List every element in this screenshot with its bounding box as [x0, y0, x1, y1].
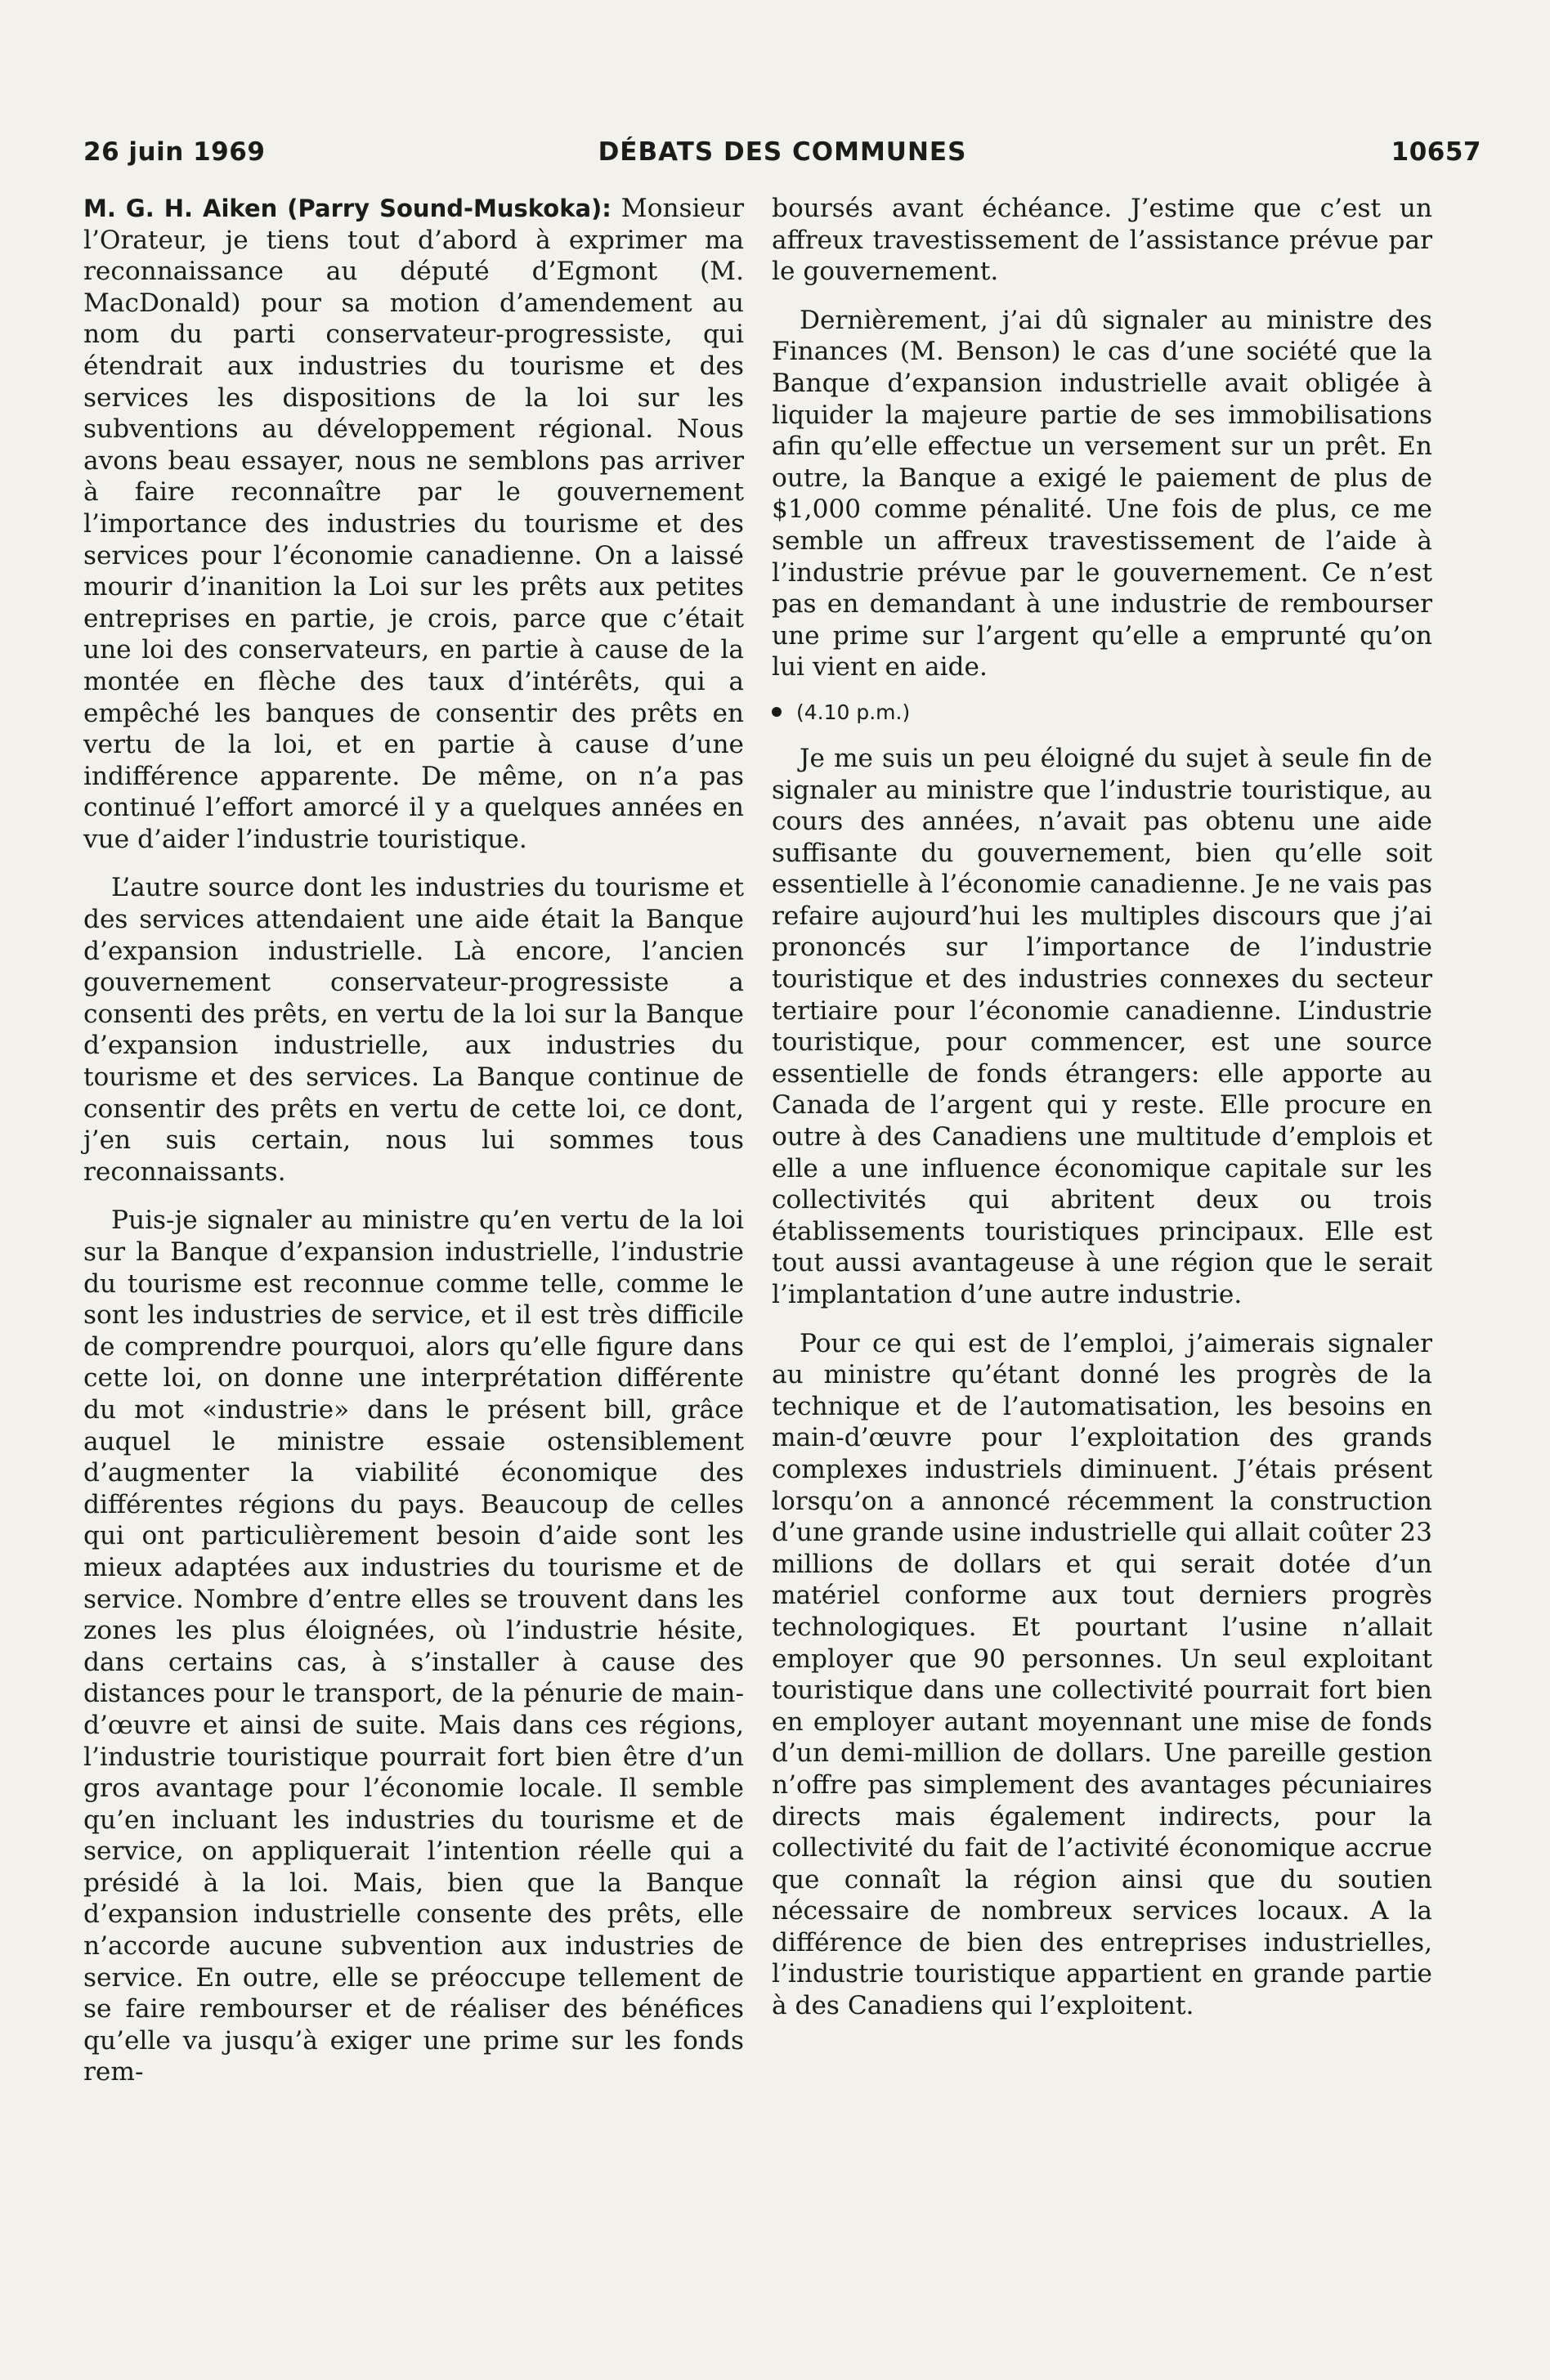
left-column	[83, 193, 744, 2105]
paragraph: Puis-je signaler au ministre qu’en vertu de la loi sur la Banque d’expansion industrielle, l’industrie du tourisme est reconnue comme telle, comme le sont les industries de service, et il est très difficile de comprendre pourquoi, alors qu’elle figure dans cette loi, on donne une interprétation différente du mot «industrie» dans le présent bill, grâce auquel le ministre essaie ostensiblement d’augmenter la viabilité économique des différentes régions du pays. Beaucoup de celles qui ont particulièrement besoin d’aide sont les mieux adaptées aux industries du tourisme et de service. Nombre d’entre elles se trouvent dans les zones les plus éloignées, où l’industrie hésite, dans certains cas, à s’installer à cause des distances pour le transport, de la pénurie de main-d’œuvre et ainsi de suite. Mais dans ces régions, l’industrie touristique pourrait fort bien être d’un gros avantage pour l’économie locale. Il semble qu’en incluant les industries du tourisme et de service, on appliquerait l’intention réelle qui a présidé à la loi. Mais, bien que la Banque d’expansion industrielle consente des prêts, elle n’accorde aucune subvention aux industries de service. En outre, elle se préoccupe tellement de se faire rembourser et de réaliser des bénéfices qu’elle va jusqu’à exiger une prime sur les fonds rem-	[83, 1206, 744, 2087]
bullet-icon	[772, 707, 782, 717]
paragraph	[83, 193, 744, 855]
time-marker	[772, 700, 1432, 725]
page-header	[83, 137, 1481, 178]
header-date: 26 juin 1969	[83, 137, 266, 167]
header-page-number: 10657	[1391, 137, 1481, 167]
paragraph: Pour ce qui est de l’emploi, j’aimerais signaler au ministre qu’étant donné les progrès de la technique et de l’automatisation, les besoins en main-d’œuvre pour l’exploitation des grands complexes industriels diminuent. J’étais présent lorsqu’on a annoncé récemment la construction d’une grande usine industrielle qui allait coûter 23 millions de dollars et qui serait dotée d’un matériel conforme aux tout derniers progrès technologiques. Et pourtant l’usine n’allait employer que 90 personnes. Un seul exploitant touristique dans une collectivité pourrait fort bien en employer autant moyennant une mise de fonds d’un demi-million de dollars. Une pareille gestion n’offre pas simplement des avantages pécuniaires directs mais également indirects, pour la collectivité du fait de l’activité économique accrue que connaît la région ainsi que du soutien nécessaire de nombreux services locaux. A la différence de bien des entreprises industrielles, l’industrie touristique appartient en grande partie à des Canadiens qui l’exploitent.	[772, 1328, 1432, 2021]
header-title: DÉBATS DES COMMUNES	[598, 137, 967, 167]
paragraph: Dernièrement, j’ai dû signaler au ministre des Finances (M. Benson) le cas d’une société que la Banque d’expansion industrielle avait obligée à liquider la majeure partie de ses immobilisations afin qu’elle effectue un versement sur un prêt. En outre, la Banque a exigé le paiement de plus de $1,000 comme pénalité. Une fois de plus, ce me semble un affreux travestissement de l’aide à l’industrie prévue par le gouvernement. Ce n’est pas en demandant à une industrie de rembourser une prime sur l’argent qu’elle a emprunté qu’on lui vient en aide.	[772, 305, 1432, 682]
paragraph: L’autre source dont les industries du tourisme et des services attendaient une aide était la Banque d’expansion industrielle. Là encore, l’ancien gouvernement conservateur-progressiste a consenti des prêts, en vertu de la loi sur la Banque d’expansion industrielle, aux industries du tourisme et des services. La Banque continue de consentir des prêts en vertu de cette loi, ce dont, j’en suis certain, nous lui sommes tous reconnaissants.	[83, 873, 744, 1187]
time-marker-text: (4.10 p.m.)	[796, 700, 911, 724]
right-column	[772, 193, 1432, 2039]
paragraph: Je me suis un peu éloigné du sujet à seule fin de signaler au ministre que l’industrie touristique, au cours des années, n’avait pas obtenu une aide suffisante du gouvernement, bien qu’elle soit essentielle à l’économie canadienne. Je ne vais pas refaire aujourd’hui les multiples discours que j’ai prononcés sur l’importance de l’industrie touristique et des industries connexes du secteur tertiaire pour l’économie canadienne. L’industrie touristique, pour commencer, est une source essentielle de fonds étrangers: elle apporte au Canada de l’argent qui y reste. Elle procure en outre à des Canadiens une multitude d’emplois et elle a une influence économique capitale sur les collectivités qui abritent deux ou trois établissements touristiques principaux. Elle est tout aussi avantageuse à une région que le serait l’implantation d’une autre industrie.	[772, 743, 1432, 1309]
paragraph-text: Monsieur l’Orateur, je tiens tout d’abord à exprimer ma reconnaissance au député d’Egmont (M. MacDonald) pour sa motion d’amendement au nom du parti conservateur-progressiste, qui étendrait aux industries du tourisme et des services les dispositions de la loi sur les subventions au développement régional. Nous avons beau essayer, nous ne semblons pas arriver à faire reconnaître par le gouvernement l’importance des industries du tourisme et des services pour l’économie canadienne. On a laissé mourir d’inanition la Loi sur les prêts aux petites entreprises en partie, je crois, parce que c’était une loi des conservateurs, en partie à cause de la montée en flèche des taux d’intérêts, qui a empêché les banques de consentir des prêts en vertu de la loi, et en partie à cause d’une indifférence apparente. De même, on n’a pas continué l’effort amorcé il y a quelques années en vue d’aider l’industrie touristique.	[83, 194, 744, 854]
paragraph: boursés avant échéance. J’estime que c’est un affreux travestissement de l’assistance prévue par le gouvernement.	[772, 194, 1432, 287]
speaker-name: M. G. H. Aiken (Parry Sound-Muskoka):	[83, 195, 611, 222]
